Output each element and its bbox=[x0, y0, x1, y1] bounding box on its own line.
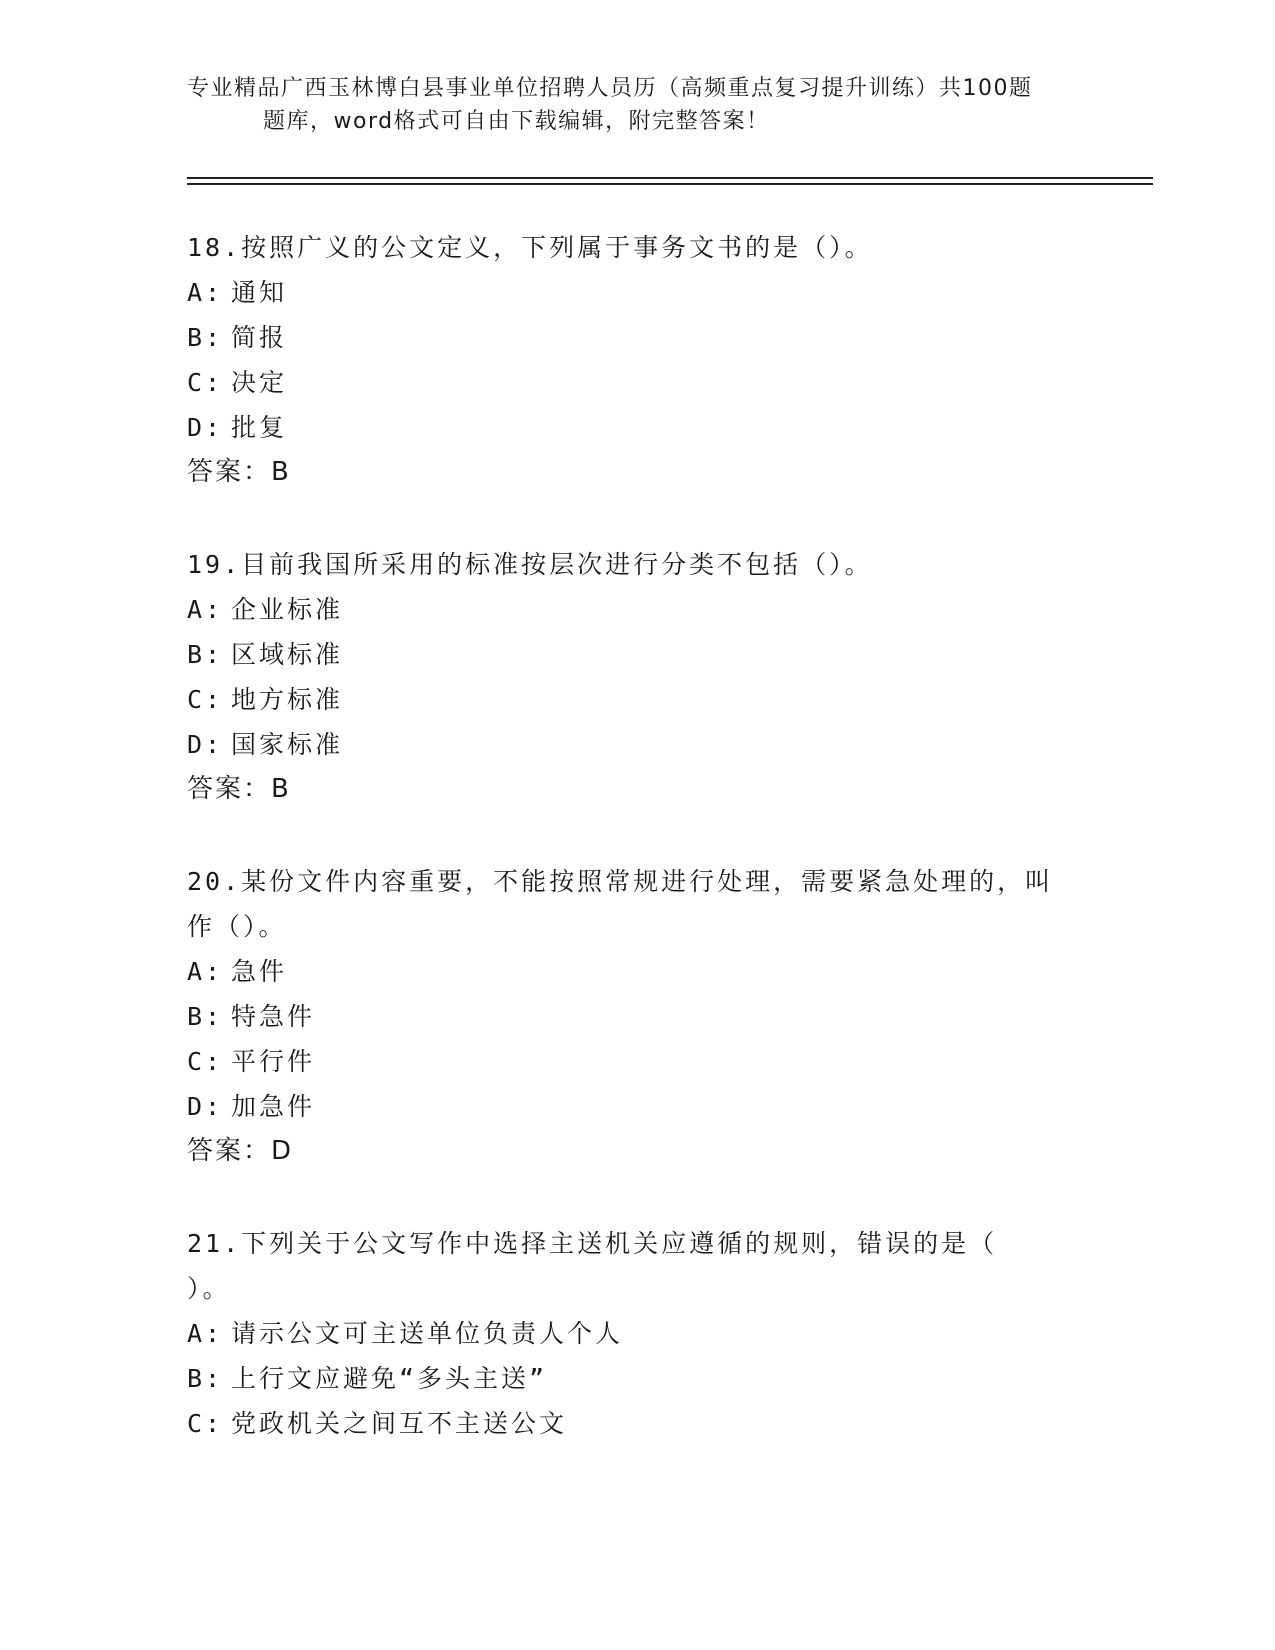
option-text: 急件 bbox=[231, 957, 288, 986]
option-letter: D: bbox=[187, 730, 224, 759]
option-letter: B: bbox=[187, 1364, 224, 1393]
option-a bbox=[187, 949, 1087, 994]
answer-label: 答案：B bbox=[187, 457, 291, 487]
answer-label: 答案：B bbox=[187, 774, 291, 804]
question-stem-line1: 21.下列关于公文写作中选择主送机关应遵循的规则，错误的是（ bbox=[187, 1229, 998, 1258]
option-letter: C: bbox=[187, 368, 224, 397]
option-text: 国家标准 bbox=[231, 730, 344, 759]
option-letter: C: bbox=[187, 1409, 224, 1438]
option-letter: D: bbox=[187, 1092, 224, 1121]
option-letter: B: bbox=[187, 323, 224, 352]
question-19 bbox=[187, 542, 1087, 812]
option-text: 地方标准 bbox=[231, 685, 344, 714]
option-c bbox=[187, 360, 1087, 405]
question-stem: 18.按照广义的公文定义，下列属于事务文书的是（）。 bbox=[187, 233, 873, 262]
option-letter: C: bbox=[187, 1047, 224, 1076]
option-c bbox=[187, 1039, 1087, 1084]
question-stem-line1: 20.某份文件内容重要，不能按照常规进行处理，需要紧急处理的，叫 bbox=[187, 867, 1054, 896]
option-text: 上行文应避免“多头主送” bbox=[231, 1364, 548, 1393]
option-letter: B: bbox=[187, 640, 224, 669]
option-text: 简报 bbox=[231, 323, 288, 352]
option-a bbox=[187, 1311, 1087, 1356]
question-stem-line2: 作（）。 bbox=[187, 912, 287, 941]
option-d bbox=[187, 1084, 1087, 1129]
answer-label: 答案：D bbox=[187, 1136, 294, 1166]
header-title-line2: 题库，word格式可自由下载编辑，附完整答案！ bbox=[263, 109, 770, 134]
question-21 bbox=[187, 1221, 1087, 1446]
option-letter: D: bbox=[187, 413, 224, 442]
header-title-line1: 专业精品广西玉林博白县事业单位招聘人员历（高频重点复习提升训练）共100题 bbox=[187, 76, 1033, 101]
question-18 bbox=[187, 225, 1087, 495]
option-c bbox=[187, 1401, 1087, 1446]
option-b bbox=[187, 632, 1087, 677]
option-letter: A: bbox=[187, 278, 224, 307]
option-text: 请示公文可主送单位负责人个人 bbox=[231, 1319, 624, 1348]
option-text: 平行件 bbox=[231, 1047, 316, 1076]
option-text: 批复 bbox=[231, 413, 288, 442]
option-letter: C: bbox=[187, 685, 224, 714]
option-text: 党政机关之间互不主送公文 bbox=[231, 1409, 568, 1438]
option-b bbox=[187, 994, 1087, 1039]
question-20 bbox=[187, 859, 1087, 1174]
option-text: 区域标准 bbox=[231, 640, 344, 669]
document-header bbox=[187, 72, 1087, 138]
option-text: 特急件 bbox=[231, 1002, 316, 1031]
question-stem-line2: ）。 bbox=[187, 1274, 231, 1303]
option-letter: A: bbox=[187, 1319, 224, 1348]
option-text: 加急件 bbox=[231, 1092, 316, 1121]
option-text: 企业标准 bbox=[231, 595, 344, 624]
option-a bbox=[187, 270, 1087, 315]
option-c bbox=[187, 677, 1087, 722]
option-b bbox=[187, 1356, 1087, 1401]
option-text: 决定 bbox=[231, 368, 288, 397]
option-letter: A: bbox=[187, 595, 224, 624]
option-b bbox=[187, 315, 1087, 360]
question-stem: 19.目前我国所采用的标准按层次进行分类不包括（）。 bbox=[187, 550, 873, 579]
option-text: 通知 bbox=[231, 278, 288, 307]
option-letter: A: bbox=[187, 957, 224, 986]
option-d bbox=[187, 722, 1087, 767]
option-d bbox=[187, 405, 1087, 450]
header-divider-bottom bbox=[187, 183, 1153, 185]
header-divider-top bbox=[187, 177, 1153, 179]
option-letter: B: bbox=[187, 1002, 224, 1031]
option-a bbox=[187, 587, 1087, 632]
